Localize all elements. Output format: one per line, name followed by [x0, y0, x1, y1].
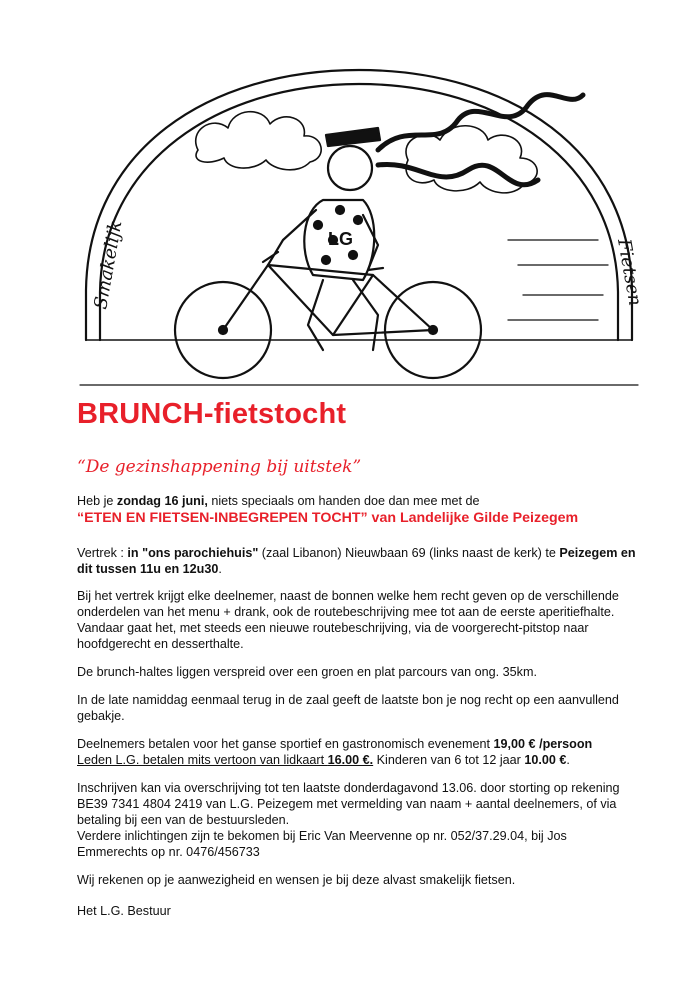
- reg-line-5: Emmerechts op nr. 0476/456733: [77, 845, 260, 859]
- departure-line-1: [77, 545, 636, 561]
- price-text-a: Deelnemers betalen voor het ganse sportief en gastronomisch evenement: [77, 737, 494, 751]
- price-members-text: Leden L.G. betalen mits vertoon van lidkaart: [77, 753, 328, 767]
- jersey-label: LG: [328, 229, 353, 249]
- price-children-text: Kinderen van 6 tot 12 jaar: [373, 753, 525, 767]
- cyclist-illustration: [78, 40, 646, 390]
- arch-inner: [100, 84, 618, 340]
- reg-line-1: Inschrijven kan via overschrijving tot ten laatste donderdagavond 13.06. door storting op rekening: [77, 781, 620, 795]
- arch-outer: [86, 70, 632, 340]
- departure-time: dit tussen 11u en 12u30: [77, 562, 219, 576]
- para2: De brunch-haltes liggen verspreid over een groen en plat parcours van ong. 35km.: [77, 665, 537, 679]
- signature: Het L.G. Bestuur: [77, 904, 171, 918]
- para1-line-4: hoofdgerecht en desserthalte.: [77, 637, 244, 651]
- reg-line-4: Verdere inlichtingen zijn te bekomen bij Eric Van Meervenne op nr. 052/37.29.04, bij Jos: [77, 829, 567, 843]
- para1-line-2: onderdelen van het menu + drank, ook de routebeschrijving mee tot aan de eerste aperitiefhalte.: [77, 605, 615, 619]
- para1-line-3: Vandaar gaat het, met steeds een nieuwe routebeschrijving, via de voorgerecht-pitstop naar: [77, 621, 589, 635]
- departure-address: (zaal Libanon) Nieuwbaan 69 (links naast de kerk) te: [258, 546, 560, 560]
- price-line-2: [77, 752, 570, 768]
- arch-left-word: Smakelijk: [90, 218, 127, 311]
- para3-line-2: gebakje.: [77, 709, 125, 723]
- tagline: “De gezinshappening bij uitstek”: [77, 457, 362, 477]
- departure-venue: in "ons parochiehuis": [127, 546, 259, 560]
- price-period: .: [566, 753, 570, 767]
- price-line-1: [77, 736, 592, 752]
- price-members: 16.00 €.: [327, 753, 374, 767]
- intro-text-a: Heb je: [77, 494, 117, 508]
- intro-line: [77, 493, 480, 509]
- departure-label: Vertrek :: [77, 546, 128, 560]
- page-title: BRUNCH-fietstocht: [77, 398, 347, 430]
- arch-right-word: Fietsen: [613, 237, 646, 308]
- reg-line-3: betaling bij een van de bestuursleden.: [77, 813, 290, 827]
- departure-line-2: [77, 561, 222, 577]
- price-adult: 19,00 € /persoon: [493, 737, 593, 751]
- para1-line-1: Bij het vertrek krijgt elke deelnemer, naast de bonnen welke hem recht geven op de verschillende: [77, 589, 619, 603]
- departure-town: Peizegem en: [559, 546, 636, 560]
- para3-line-1: In de late namiddag eenmaal terug in de zaal geeft de laatste bon je nog recht op een aanvullend: [77, 693, 619, 707]
- departure-period: .: [218, 562, 222, 576]
- event-name: “ETEN EN FIETSEN-INBEGREPEN TOCHT” van Landelijke Gilde Peizegem: [77, 510, 579, 526]
- closing-line: Wij rekenen op je aanwezigheid en wensen je bij deze alvast smakelijk fietsen.: [77, 873, 516, 887]
- intro-date: zondag 16 juni,: [116, 494, 208, 508]
- reg-line-2: BE39 7341 4804 2419 van L.G. Peizegem met vermelding van naam + aantal deelnemers, of via: [77, 797, 617, 811]
- price-children: 10.00 €: [524, 753, 567, 767]
- intro-text-c: niets speciaals om handen doe dan mee met de: [207, 494, 480, 508]
